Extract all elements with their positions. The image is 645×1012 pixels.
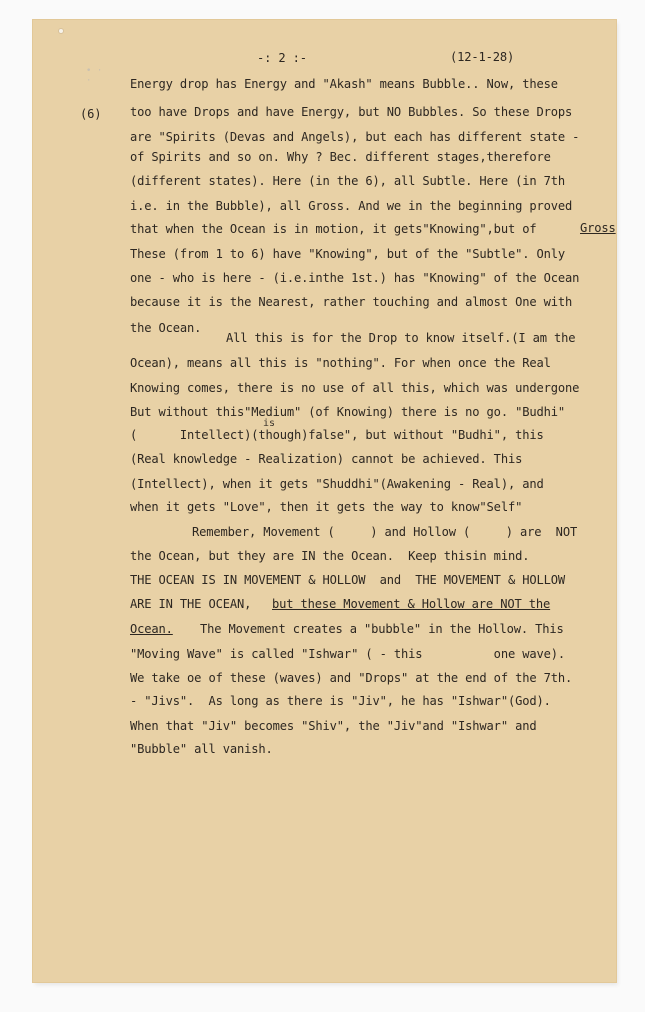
text-line: When that "Jiv" becomes "Shiv", the "Jiv"and "Ishwar" and <box>130 719 537 733</box>
text-line: Remember, Movement ( ) and Hollow ( ) are NOT <box>192 525 578 539</box>
text-line: But without this"Medium" (of Knowing) there is no go. "Budhi" <box>130 405 565 419</box>
text-line: that when the Ocean is in motion, it gets"Knowing",but of <box>130 222 537 236</box>
page-date: (12-1-28) <box>450 50 515 64</box>
margin-note: (6) <box>80 107 102 121</box>
text-line: Knowing comes, there is no use of all this, which was undergone <box>130 381 580 395</box>
text-line: (different states). Here (in the 6), all Subtle. Here (in 7th <box>130 174 565 188</box>
text-line: because it is the Nearest, rather touching and almost One with <box>130 295 573 309</box>
text-line: "Moving Wave" is called "Ishwar" ( - this one wave). <box>130 647 565 661</box>
interlinear-insert: is <box>263 418 276 429</box>
text-line: The Movement creates a "bubble" in the Hollow. This <box>200 622 564 636</box>
punch-hole <box>58 28 64 34</box>
text-line: (Intellect), when it gets "Shuddhi"(Awakening - Real), and <box>130 477 544 491</box>
underlined-gross: Gross <box>580 221 616 235</box>
underlined-phrase: but these Movement & Hollow are NOT the <box>272 597 551 611</box>
text-line: (Real knowledge - Realization) cannot be achieved. This <box>130 452 523 466</box>
text-line: when it gets "Love", then it gets the way to know"Self" <box>130 500 523 514</box>
text-line: - "Jivs". As long as there is "Jiv", he has "Ishwar"(God). <box>130 694 551 708</box>
text-line: ( Intellect)(though)false", but without "Budhi", this <box>130 428 544 442</box>
text-line: THE OCEAN IS IN MOVEMENT & HOLLOW and THE MOVEMENT & HOLLOW <box>130 573 565 587</box>
page-number: -: 2 :- <box>257 51 307 65</box>
margin-marks: • · · <box>86 66 103 86</box>
text-line: too have Drops and have Energy, but NO Bubbles. So these Drops <box>130 105 573 119</box>
text-line: the Ocean. <box>130 321 202 335</box>
text-line: Ocean. <box>130 622 173 636</box>
text-line: All this is for the Drop to know itself.(I am the <box>226 331 576 345</box>
text-line: We take oe of these (waves) and "Drops" at the end of the 7th. <box>130 671 573 685</box>
text-line: "Bubble" all vanish. <box>130 742 273 756</box>
text-line: These (from 1 to 6) have "Knowing", but of the "Subtle". Only <box>130 247 565 261</box>
text-line: one - who is here - (i.e.inthe 1st.) has "Knowing" of the Ocean <box>130 271 580 285</box>
text-line: Ocean), means all this is "nothing". For when once the Real <box>130 356 551 370</box>
text-line: ARE IN THE OCEAN, <box>130 597 252 611</box>
text-line: the Ocean, but they are IN the Ocean. Keep thisin mind. <box>130 549 530 563</box>
text-line: Energy drop has Energy and "Akash" means Bubble.. Now, these <box>130 77 558 91</box>
text-line: are "Spirits (Devas and Angels), but each has different state - <box>130 130 580 144</box>
text-line: of Spirits and so on. Why ? Bec. different stages,therefore <box>130 150 551 164</box>
text-line: i.e. in the Bubble), all Gross. And we in the beginning proved <box>130 199 573 213</box>
